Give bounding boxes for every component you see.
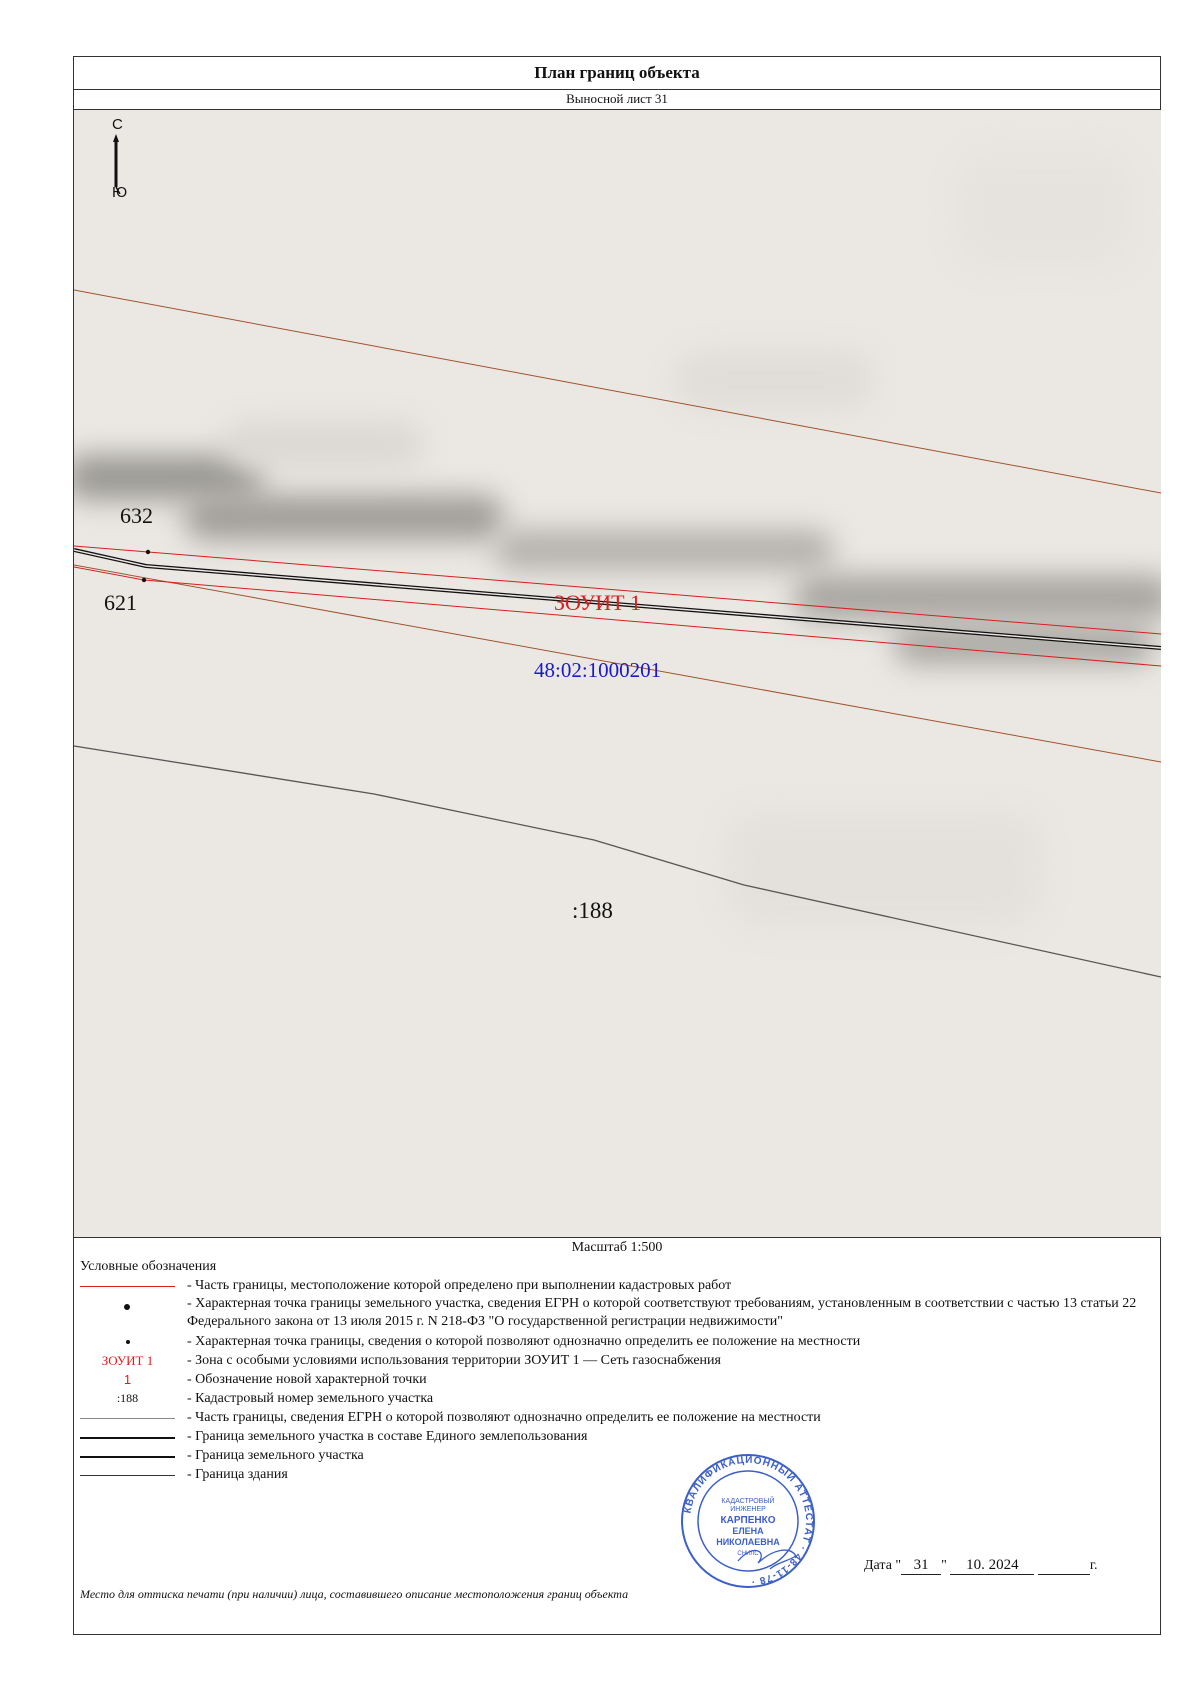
plan-frame xyxy=(73,56,1161,1635)
date-month-year: 10. 2024 xyxy=(950,1557,1034,1575)
legend-symbol-text: :188 xyxy=(116,1391,139,1405)
svg-text:НИКОЛАЕВНА: НИКОЛАЕВНА xyxy=(716,1537,780,1547)
legend-text: - Характерная точка границы, сведения о которой позволяют однозначно определить ее положение на местности xyxy=(187,1334,861,1349)
date-prefix: Дата " xyxy=(864,1558,902,1573)
legend-text: - Граница земельного участка в составе Единого землепользования xyxy=(187,1429,588,1444)
legend-text: - Часть границы, сведения ЕГРН о которой позволяют однозначно определить ее положение на местности xyxy=(187,1410,821,1425)
legend-symbol xyxy=(80,1466,175,1484)
legend-symbol xyxy=(80,1390,175,1408)
north-arrow xyxy=(108,116,132,206)
legend-symbol xyxy=(80,1428,175,1446)
page-title: План границ объекта xyxy=(74,57,1160,90)
legend-text: - Зона с особыми условиями использования территории ЗОУИТ 1 — Сеть газоснабжения xyxy=(187,1353,721,1368)
svg-text:ЕЛЕНА: ЕЛЕНА xyxy=(732,1526,764,1536)
date-suffix: г. xyxy=(1089,1558,1098,1573)
engineer-seal xyxy=(678,1451,818,1591)
cadastral-block-label: 48:02:1000201 xyxy=(534,658,662,682)
south-label: Ю xyxy=(112,184,128,201)
legend-text: - Граница земельного участка xyxy=(187,1448,364,1463)
zone-lower-boundary xyxy=(74,567,1161,666)
point-621-label: 621 xyxy=(104,590,137,615)
legend-symbol xyxy=(80,1295,175,1313)
legend-text: - Характерная точка границы земельного участка, сведения ЕГРН о которой соответствуют требованиям, установленным в соответствии с частью 13 статьи 22 Федерального закона от 13 июля 2015 г. N 218-ФЗ "О государственной регистрации недвижимости" xyxy=(187,1296,1137,1329)
svg-text:КАДАСТРОВЫЙ: КАДАСТРОВЫЙ xyxy=(721,1498,775,1505)
legend-text: - Обозначение новой характерной точки xyxy=(187,1372,427,1387)
point-621-marker xyxy=(142,578,146,582)
legend-symbol-text: ЗОУИТ 1 xyxy=(101,1353,154,1368)
legend-title: Условные обозначения xyxy=(80,1259,217,1274)
legend-symbol xyxy=(80,1371,175,1389)
svg-text:СНИЛС: СНИЛС xyxy=(737,1551,759,1557)
point-632-marker xyxy=(146,550,150,554)
map-area xyxy=(74,110,1161,1237)
date-day: 31 xyxy=(901,1557,941,1575)
scale-label: Масштаб 1:500 xyxy=(74,1237,1160,1258)
brown-boundary-line xyxy=(74,290,1161,493)
legend-text: - Кадастровый номер земельного участка xyxy=(187,1391,434,1406)
seal-place-note: Место для оттиска печати (при наличии) лица, составившего описание местоположения границ объекта xyxy=(80,1587,629,1601)
legend-symbol xyxy=(80,1333,175,1351)
parcel-188-label: :188 xyxy=(572,898,613,923)
legend-symbol xyxy=(80,1447,175,1465)
sheet-number: Выносной лист 31 xyxy=(74,89,1160,110)
legend-symbol xyxy=(80,1352,175,1370)
legend-symbol-text: 1 xyxy=(123,1372,132,1387)
legend-symbol xyxy=(80,1409,175,1427)
svg-text:КВАЛИФИКАЦИОННЫЙ АТТЕСТАТ · 48: КВАЛИФИКАЦИОННЫЙ АТТЕСТАТ · 48-11-78 · xyxy=(682,1454,815,1587)
svg-text:КАРПЕНКО: КАРПЕНКО xyxy=(720,1515,776,1526)
parcel-188-boundary xyxy=(74,746,1161,977)
date-line xyxy=(864,1557,1098,1575)
legend-text: - Граница здания xyxy=(187,1467,288,1482)
zone-label: ЗОУИТ 1 xyxy=(554,590,642,615)
date-blank xyxy=(1038,1557,1090,1575)
legend-text: - Часть границы, местоположение которой определено при выполнении кадастровых работ xyxy=(187,1278,732,1293)
legend-symbol xyxy=(80,1277,175,1295)
north-label: С xyxy=(112,116,123,133)
svg-text:ИНЖЕНЕР: ИНЖЕНЕР xyxy=(730,1506,766,1513)
point-632-label: 632 xyxy=(120,503,153,528)
date-quote: " xyxy=(941,1558,947,1573)
